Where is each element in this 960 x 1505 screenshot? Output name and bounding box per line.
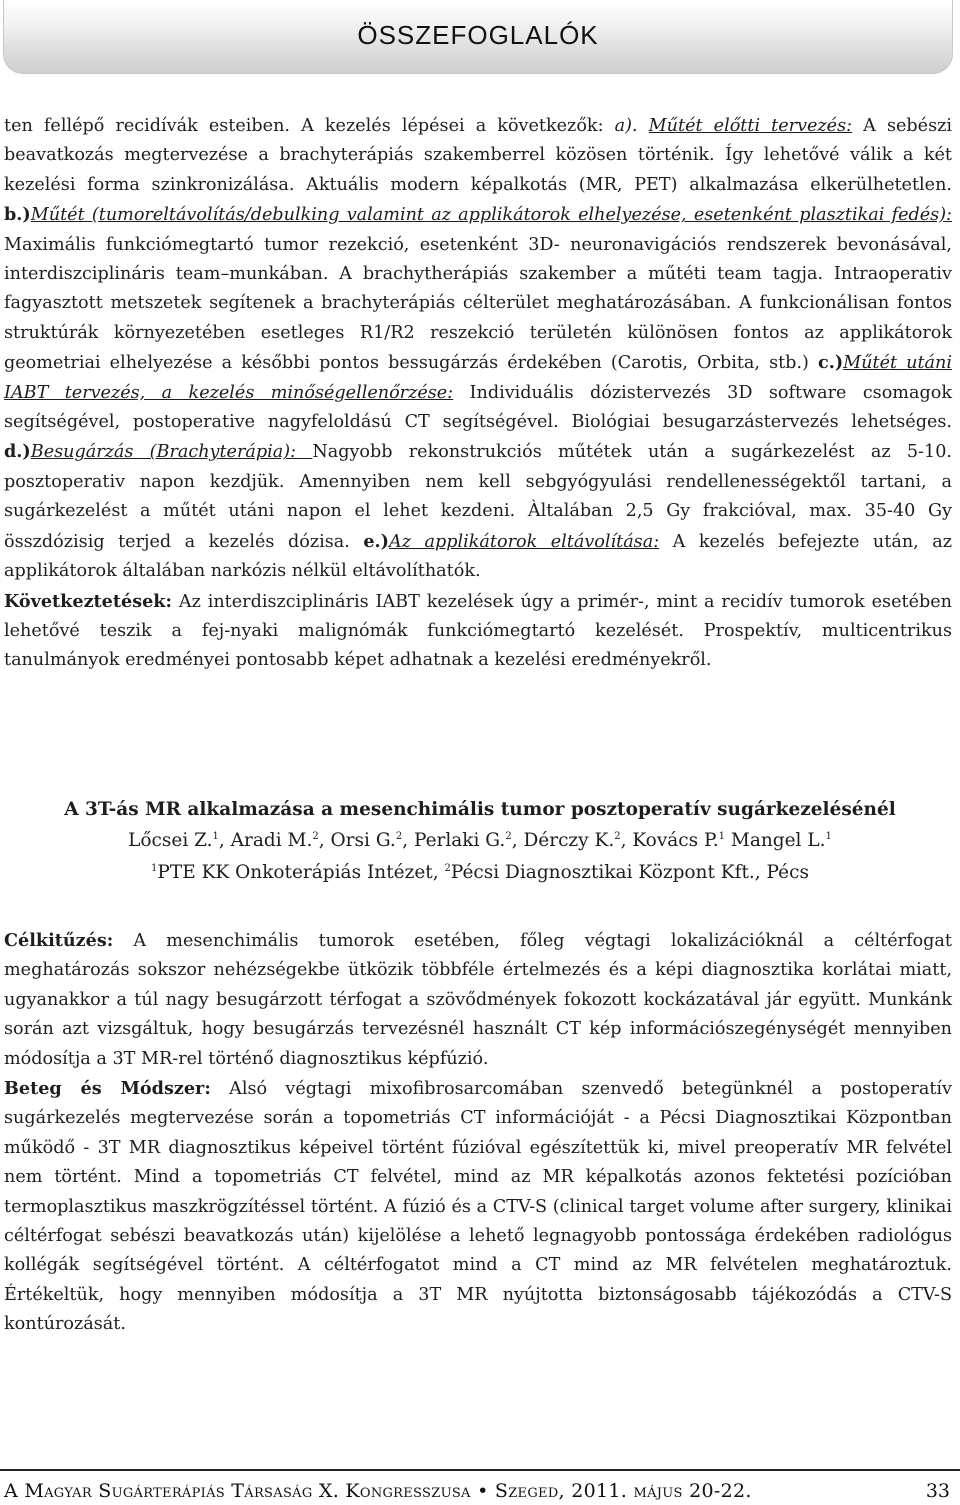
affiliations <box>0 862 960 883</box>
text-run: Maximális funkciómegtartó tumor rezekció, esetenként 3D- neuronavigációs rendszerek bevonásával, interdiszciplináris team–munkában. A brachytherápiás szakember a műtéti team tagja. Intraoperativ fagyasztott metszetek segítenek a brachyterápiás célterület meghatározásában. A funkcionálisan fontos struktúrák környezetében esetleges R1/R2 reszekció területén különösen fontos az applikátorok geometriai elhelyezése a későbbi pontos bessugárzás érdekében (Carotis, Orbita, stb.) <box>4 234 952 374</box>
affiliation-marker: 1 <box>212 830 219 842</box>
affiliation-text: PTE KK Onkoterápiás Intézet, <box>157 862 445 883</box>
author: , Kovács P. <box>620 830 719 851</box>
abstract2-title: A 3T-ás MR alkalmazása a mesenchimális tumor posztoperatív sugárkezelésénél <box>64 799 896 820</box>
step-e-marker: e.) <box>363 530 389 552</box>
author: , Aradi M. <box>218 830 313 851</box>
methods-text: Alsó végtagi mixofibrosarcomában szenvedő betegünknél a postoperatív sugárkezelés megtervezése során a topometriás CT információját - a Pécsi Diagnosztikai Központban működő - 3T MR diagnosztikus képeivel történt fúzióval egészítettük ki, mivel preoperatív MR felvétel nem történt. Mind a topometriás CT felvétel, mind az MR képalkotás azonos fektetési pozícióban termoplasztikus maszkrögzítéssel történt. A fúzió és a CTV-S (clinical target volume after surgery, klinikai céltérfogat sebészi beavatkozás után) kijelölése a lehető legnagyobb pontossága érdekében radiológus kollégák segítségével történt. A céltérfogatot mind a CT mind az MR felvételen meghatároztuk. Értékeltük, hogy mennyiben módosítja a 3T MR nyújtotta biztonságosabb tájékozódás a CTV-S kontúrozását. <box>4 1079 952 1335</box>
author: , Dérczy K. <box>511 830 615 851</box>
footer-text: A Magyar Sugárterápiás Társaság X. Kongresszusa • Szeged, 2011. május 20-22. <box>4 1480 752 1502</box>
affiliation-marker: 2 <box>395 830 403 842</box>
step-a-heading: Műtét előtti tervezés: <box>648 116 853 136</box>
text-run: A sebészi beavatkozás megtervezése a brachyterápiás szakemberrel közösen történik. Így lehetővé válik a két kezelési forma szinkronizálása. Aktuális modern képalkotás (MR, PET) alkalmazása elkerülhetetlen. <box>4 116 953 195</box>
methods-label: Beteg és Módszer: <box>4 1078 211 1100</box>
conclusions-label: Következtetések: <box>4 590 172 612</box>
aims-text: A mesenchimális tumorok esetében, főleg végtagi lokalizációknál a céltérfogat meghatározás sokszor nehézségekbe ütközik többféle értelmezés és a képi diagnosztika korlátai miatt, ugyanakkor a túl nagy besugárzott térfogat a szövődmények fokozott kockázatával jár együtt. Munkánk során azt vizsgáltuk, hogy besugárzás tervezésnél használt CT kép információszegénységét mennyiben módosítja a 3T MR-rel történő diagnosztikus képfúzió. <box>4 931 952 1069</box>
step-e-heading: Az applikátorok eltávolítása: <box>389 531 660 552</box>
text-run: ten fellépő recidívák esteiben. A kezelés lépései a következők: <box>4 116 615 136</box>
affiliation-marker: 1 <box>718 830 725 842</box>
author-list <box>0 830 960 851</box>
page-number: 33 <box>925 1480 950 1502</box>
affiliation-number: 2 <box>444 862 451 874</box>
affiliation-marker: 2 <box>505 830 512 842</box>
footer-divider <box>0 1469 960 1471</box>
aims-label: Célkitűzés: <box>4 930 114 951</box>
author: , Orsi G. <box>318 830 396 851</box>
affiliation-marker: 1 <box>825 830 832 842</box>
author: Lőcsei Z. <box>128 830 213 851</box>
section-title: ÖSSZEFOGLALÓK <box>357 20 599 50</box>
step-d-heading: Besugárzás (Brachyterápia): <box>30 442 313 463</box>
affiliation-text: Pécsi Diagnosztikai Központ Kft., Pécs <box>450 862 809 883</box>
affiliation-marker: 2 <box>614 830 621 842</box>
step-c-heading: Műtét utáni IABT tervezés, a kezelés minőségellenőrzése: <box>4 353 952 403</box>
text-run: Nagyobb rekonstrukciós műtétek után a sugárkezelést az 5-10. posztoperativ napon kezdjük. Amennyiben nem kell sebgyógyulási rendellenességektől tartani, a sugárkezelést a műtét utáni napon el lehet kezdeni. Àltalában 2,5 Gy frakcióval, max. 35-40 Gy összdózisig terjed a kezelés dózisa. <box>4 442 952 552</box>
affiliation-number: 1 <box>151 862 158 874</box>
text-run: Individuális dózistervezés 3D software csomagok segítségével, postoperative nagyfeloldású CT segítségével. Biológiai besugarzástervezés lehetséges. <box>4 382 952 433</box>
abstract2-body <box>4 926 952 1340</box>
text-run: A kezelés befejezte után, az applikátorok általában narkózis nélkül eltávolíthatók. <box>4 531 953 582</box>
abstract1-body <box>4 112 952 676</box>
step-c-marker: c.) <box>817 352 844 374</box>
affiliation-marker: 2 <box>312 830 319 842</box>
step-b-heading: Műtét (tumoreltávolítás/debulking valamint az applikátorok elhelyezése, esetenként plasztikai fedés): <box>30 205 952 226</box>
page-header-banner <box>3 0 953 74</box>
step-a-marker: a). <box>614 116 649 136</box>
step-d-marker: d.) <box>4 441 31 463</box>
author: Mangel L. <box>725 830 826 851</box>
step-b-marker: b.) <box>4 204 31 226</box>
conclusions-text: Az interdiszciplináris IABT kezelések úgy a primér-, mint a recidív tumorok esetében lehetővé teszik a fej-nyaki malignómák funkciómegtartó kezelését. Prospektív, multicentrikus tanulmányok eredményei pontosabb képet adhatnak a kezelési eredményekről. <box>4 591 952 671</box>
author: , Perlaki G. <box>402 830 506 851</box>
